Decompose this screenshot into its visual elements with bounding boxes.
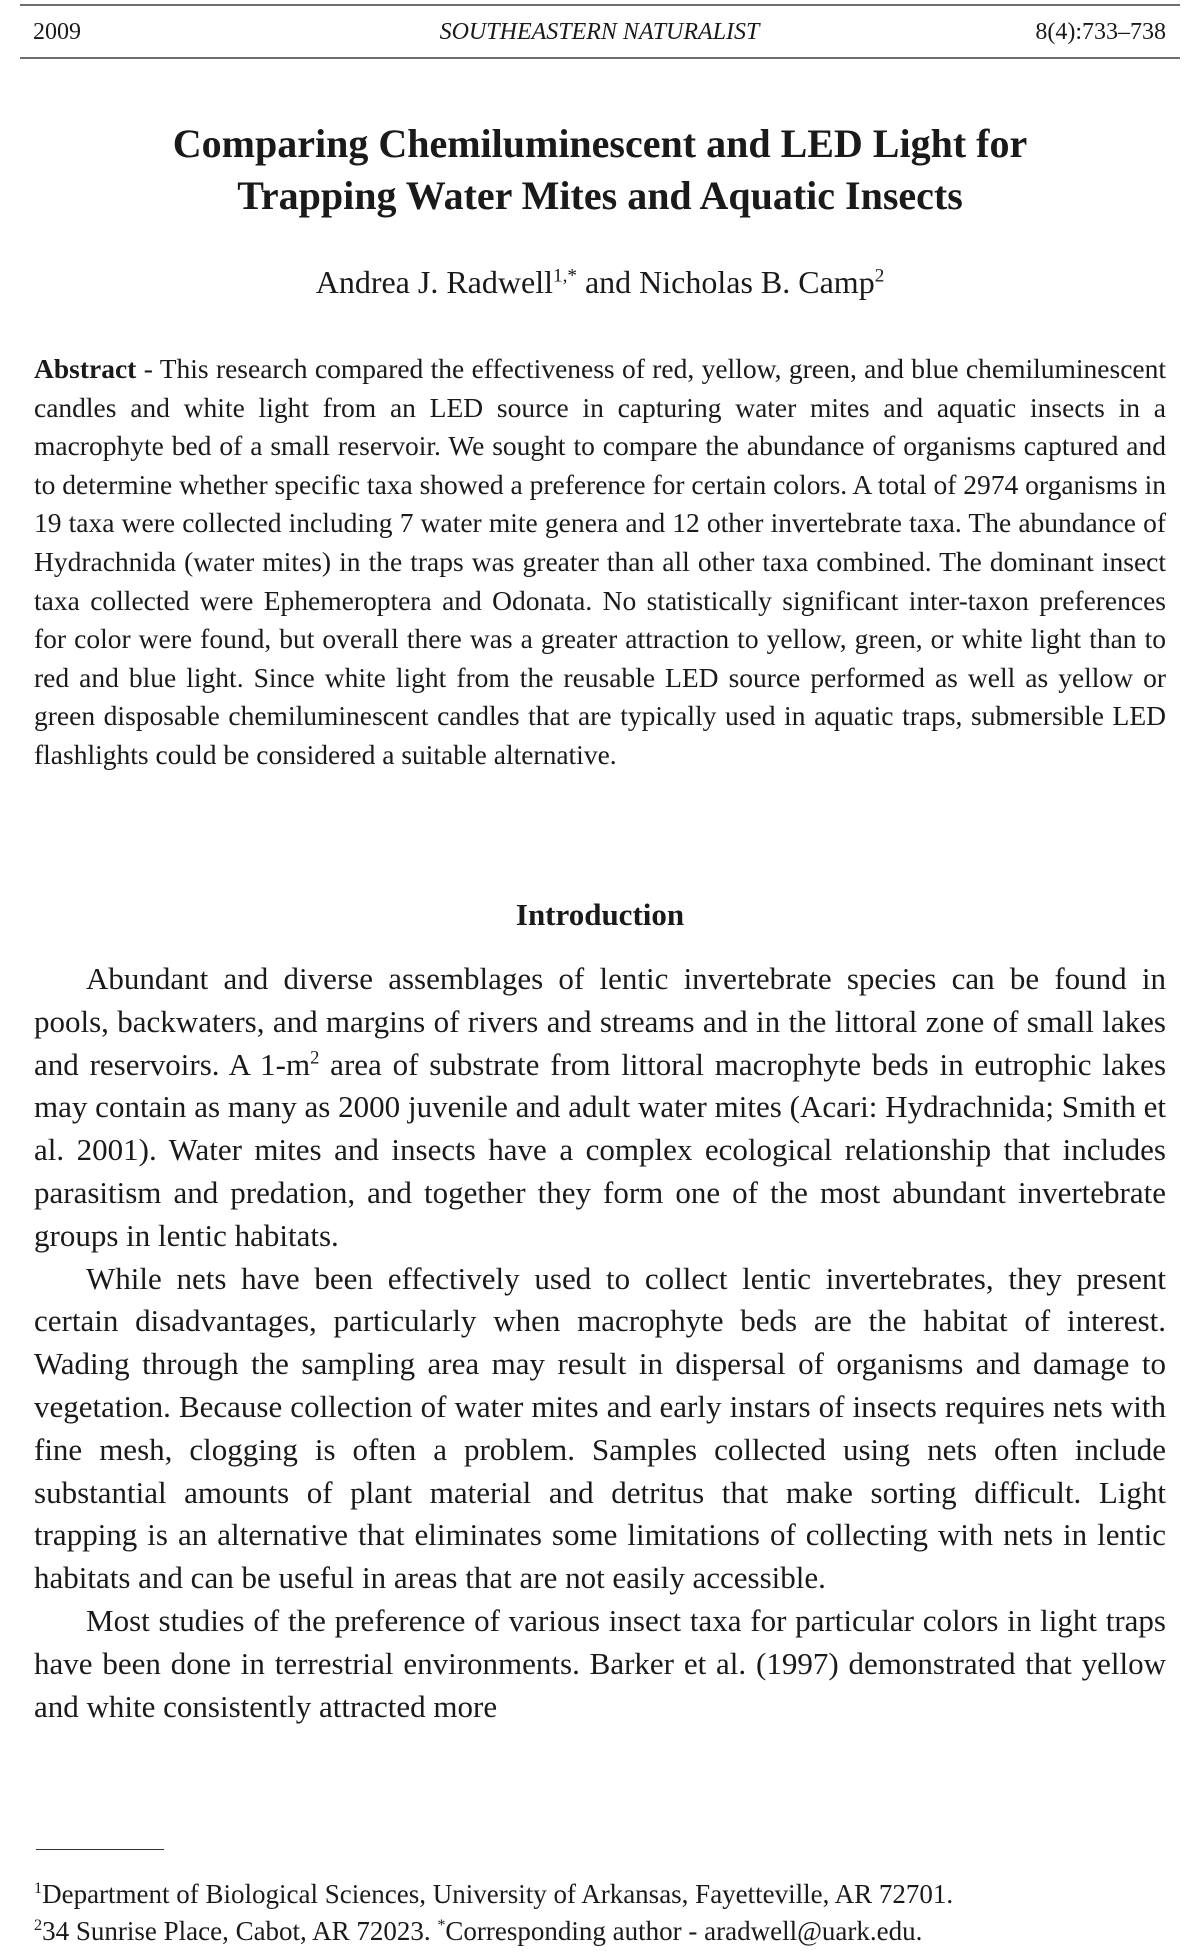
- author-2-affiliation-marks: 2: [874, 265, 885, 287]
- footnote-2: [34, 1913, 1174, 1950]
- introduction-paragraph-3: Most studies of the preference of various insect taxa for particular colors in light traps have been done in terrestrial environments. Barker et al. (1997) demonstrated that yellow and white consistently attracted more: [34, 1602, 1166, 1724]
- article-title-line-1: Comparing Chemiluminescent and LED Light for: [172, 121, 1028, 166]
- introduction-body: [34, 958, 1166, 1728]
- section-heading-introduction: Introduction: [515, 897, 685, 932]
- superscript-2: 2: [310, 1047, 320, 1069]
- author-connector: and: [576, 264, 640, 300]
- introduction-paragraph-2: While nets have been effectively used to collect lentic invertebrates, they present certain disadvantages, particularly when macrophyte beds are the habitat of interest. Wading through the sampling area may result in dispersal of organisms and damage to vegetation. Because collection of water mites and early instars of insects requires nets with fine mesh, clogging is often a problem. Samples collected using nets often include substantial amounts of plant material and detritus that make sorting difficult. Light trapping is an alternative that eliminates some limitations of collecting with nets in lentic habitats and can be useful in areas that are not easily accessible.: [34, 1260, 1166, 1596]
- abstract: [34, 350, 1166, 775]
- introduction-paragraph-1: [34, 958, 1166, 1258]
- abstract-label: Abstract: [34, 353, 137, 384]
- footnotes: [34, 1876, 1174, 1950]
- author-1-affiliation-marks: 1,*: [552, 265, 577, 287]
- article-title-line-2: Trapping Water Mites and Aquatic Insects: [237, 173, 963, 218]
- footnote-1-text: Department of Biological Sciences, University of Arkansas, Fayetteville, AR 72701.: [42, 1879, 954, 1909]
- corresponding-author-text: Corresponding author - aradwell@uark.edu.: [445, 1916, 923, 1946]
- footnote-separator: [36, 1849, 164, 1850]
- author-line: [0, 262, 1200, 302]
- footnote-1-mark: 1: [34, 1879, 43, 1897]
- corresponding-author-mark: *: [437, 1916, 446, 1934]
- article-title: [0, 118, 1200, 222]
- paragraph-text: area of substrate from littoral macrophyte beds in eutrophic lakes may contain as many as 2000 juvenile and adult water mites (Acari: Hydrachnida; Smith et al. 2001). Water mites and insects have a complex ecological relationship that includes parasitism and predation, and together they form one of the most abundant invertebrate groups in lentic habitats.: [34, 1046, 1167, 1253]
- author-1-name: Andrea J. Radwell: [315, 264, 553, 300]
- running-head-journal: SOUTHEASTERN NATURALIST: [439, 19, 760, 45]
- footnote-1: [34, 1876, 1174, 1913]
- header-bottom-rule: [20, 57, 1180, 59]
- header-top-rule: [20, 4, 1180, 6]
- footnote-2-text: 34 Sunrise Place, Cabot, AR 72023.: [42, 1916, 438, 1946]
- running-head-year: 2009: [33, 19, 81, 45]
- paragraph-text: Abundant and diverse assemblages of lentic invertebrate species can be found in pools, backwaters, and margins of rivers and streams and in the littoral zone of small lakes and reservoirs. A 1-m: [34, 961, 1166, 1082]
- footnote-2-mark: 2: [34, 1916, 43, 1934]
- running-head-citation: 8(4):733–738: [1035, 19, 1166, 45]
- author-2-name: Nicholas B. Camp: [639, 264, 875, 300]
- running-head: [33, 14, 1166, 50]
- abstract-text: - This research compared the effectiveness of red, yellow, green, and blue chemiluminescent candles and white light from an LED source in capturing water mites and aquatic insects in a macrophyte bed of a small reservoir. We sought to compare the abundance of organisms captured and to determine whether specific taxa showed a preference for certain colors. A total of 2974 organisms in 19 taxa were collected including 7 water mite genera and 12 other invertebrate taxa. The abundance of Hydrachnida (water mites) in the traps was greater than all other taxa combined. The dominant insect taxa collected were Ephemeroptera and Odonata. No statistically significant inter-taxon preferences for color were found, but overall there was a greater attraction to yellow, green, or white light than to red and blue light. Since white light from the reusable LED source performed as well as yellow or green disposable chemiluminescent candles that are typically used in aquatic traps, submersible LED flashlights could be considered a suitable alternative.: [34, 353, 1166, 770]
